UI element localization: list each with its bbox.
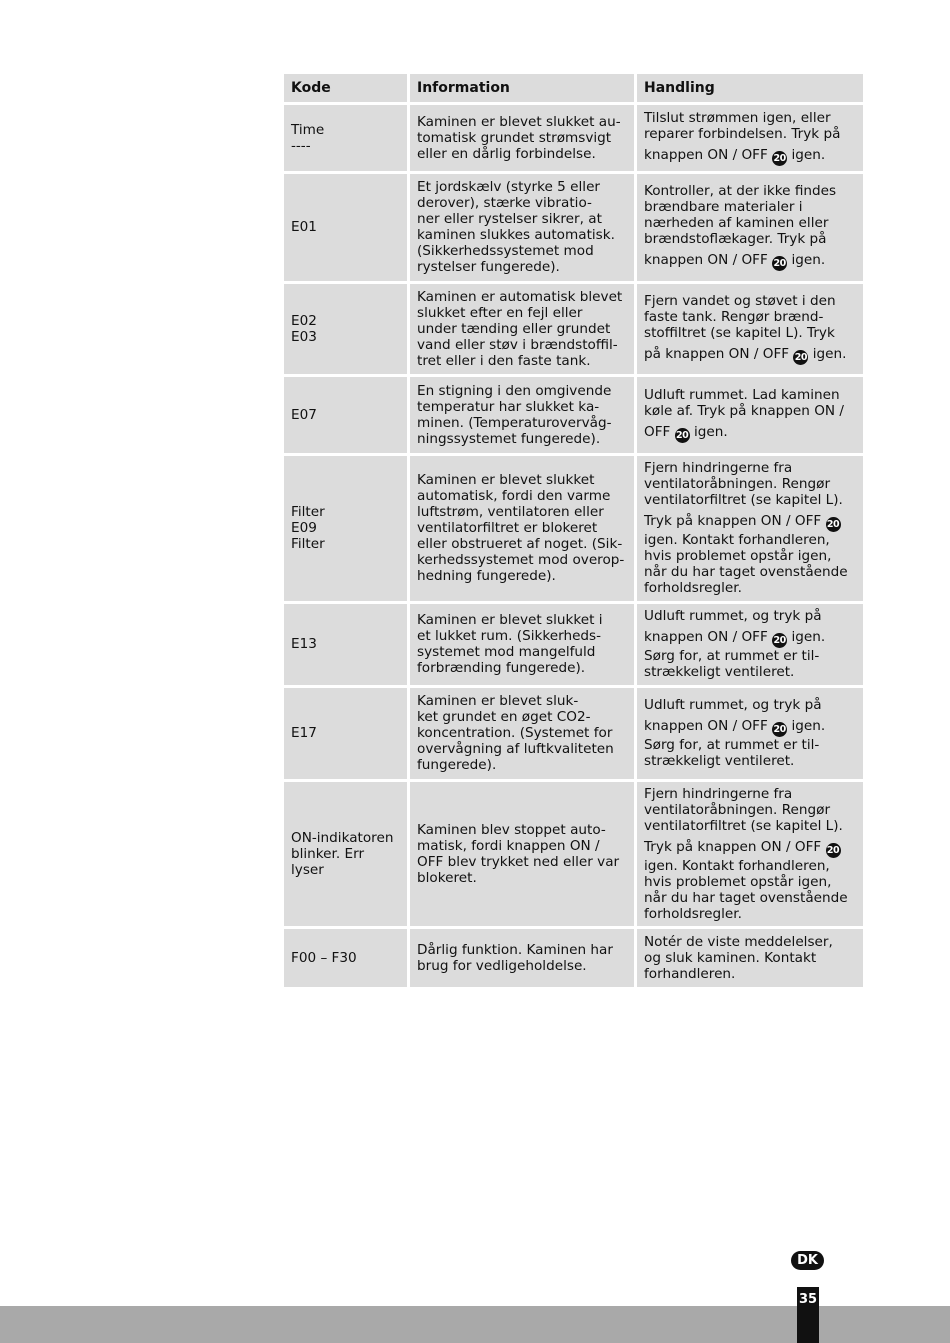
handling-post-text: igen. — [791, 629, 826, 645]
row-handling — [637, 782, 863, 926]
handling-after-text: Sørg for, at rummet er til- strækkeligt ventileret. — [644, 648, 820, 680]
row-kode: E01 — [284, 174, 407, 281]
row-kode: ON-indikatoren blinker. Err lyser — [284, 782, 407, 926]
handling-button-line — [644, 346, 856, 365]
handling-text: Notér de viste meddelelser, og sluk kaminen. Kontakt forhandleren. — [644, 933, 833, 982]
circled-number-icon: 20 — [773, 152, 786, 164]
row-kode: Time ---- — [284, 105, 407, 171]
row-handling — [637, 174, 863, 281]
handling-text: Udluft rummet, og tryk på — [644, 608, 822, 624]
handling-button-line — [644, 252, 856, 271]
handling-after-text: igen. Kontakt forhandleren, hvis problemet opstår igen, når du har taget ovenstående forholdsregler. — [644, 857, 848, 922]
row-kode: E17 — [284, 688, 407, 779]
handling-text: Udluft rummet. Lad kaminen køle af. Tryk på knappen ON / — [644, 386, 844, 419]
row-handling — [637, 604, 863, 685]
row-handling — [637, 284, 863, 374]
header-kode: Kode — [284, 74, 407, 102]
row-kode: F00 – F30 — [284, 929, 407, 987]
handling-text: Fjern hindringerne fra ventilatoråbningen. Rengør ventilatorfiltret (se kapitel L). — [644, 785, 843, 834]
button-ref-text: OFF — [644, 423, 671, 440]
row-information: Kaminen er blevet slukket automatisk, fordi den varme luftstrøm, ventilatoren eller ventilatorfiltret er blokeret eller obstrueret af noget. (Sik- kerhedssystemet mod overop- hedning fungerede). — [410, 456, 634, 601]
row-information: Dårlig funktion. Kaminen har brug for vedligeholdelse. — [410, 929, 634, 987]
button-ref-text: på knappen ON / OFF — [644, 345, 790, 362]
circled-number-icon: 20 — [826, 844, 840, 856]
circled-number-icon: 20 — [794, 351, 808, 363]
handling-button-line — [644, 718, 856, 737]
handling-button-line — [644, 424, 856, 443]
error-code-table — [284, 74, 863, 987]
circled-number-icon: 20 — [826, 519, 840, 530]
button-ref-text: knappen ON / OFF — [644, 718, 768, 734]
row-information: Et jordskælv (styrke 5 eller derover), stærke vibratio- ner eller rystelser sikrer, at kaminen slukkes automatisk. (Sikkerhedssystemet mod rystelser fungerede). — [410, 174, 634, 281]
row-kode: Filter E09 Filter — [284, 456, 407, 601]
handling-button-line — [644, 513, 856, 532]
row-information: Kaminen blev stoppet auto- matisk, fordi knappen ON / OFF blev trykket ned eller var blokeret. — [410, 782, 634, 926]
row-information: Kaminen er automatisk blevet slukket efter en fejl eller under tænding eller grundet vand eller støv i brændstoffil- tret eller i den faste tank. — [410, 284, 634, 374]
handling-text: Udluft rummet, og tryk på — [644, 697, 822, 713]
row-kode: E13 — [284, 604, 407, 685]
row-kode: E07 — [284, 377, 407, 453]
header-handling: Handling — [637, 74, 863, 102]
language-badge: DK — [791, 1251, 824, 1270]
circled-number-icon: 20 — [773, 258, 786, 269]
button-ref-text: Tryk på knappen ON / OFF — [644, 513, 822, 529]
button-ref-text: knappen ON / OFF — [644, 146, 768, 163]
handling-text: Tilslut strømmen igen, eller reparer forbindelsen. Tryk på — [644, 109, 841, 142]
row-information: En stigning i den omgivende temperatur har slukket ka- minen. (Temperaturovervåg- ningssystemet fungerede). — [410, 377, 634, 453]
button-ref-text: Tryk på knappen ON / OFF — [644, 838, 822, 855]
row-information: Kaminen er blevet slukket i et lukket rum. (Sikkerheds- systemet mod mangelfuld forbrænding fungerede). — [410, 604, 634, 685]
handling-button-line — [644, 629, 856, 648]
circled-number-icon: 20 — [773, 635, 786, 646]
handling-post-text: igen. — [694, 423, 728, 440]
handling-post-text: igen. — [812, 345, 847, 362]
handling-button-line — [644, 839, 856, 858]
handling-after-text: igen. Kontakt forhandleren, hvis problemet opstår igen, når du har taget ovenstående forholdsregler. — [644, 532, 848, 596]
row-handling — [637, 456, 863, 601]
row-kode: E02 E03 — [284, 284, 407, 374]
row-handling — [637, 377, 863, 453]
button-ref-text: knappen ON / OFF — [644, 252, 768, 268]
handling-post-text: igen. — [791, 146, 826, 163]
handling-text: Kontroller, at der ikke findes brændbare materialer i nærheden af kaminen eller brændstoflækager. Tryk på — [644, 183, 837, 247]
handling-post-text: igen. — [791, 252, 826, 268]
header-information: Information — [410, 74, 634, 102]
handling-text: Fjern vandet og støvet i den faste tank. Rengør brænd- stoffiltret (se kapitel L). Tryk — [644, 292, 836, 341]
row-handling — [637, 929, 863, 987]
row-handling — [637, 688, 863, 779]
row-information: Kaminen er blevet slukket au- tomatisk grundet strømsvigt eller en dårlig forbindelse. — [410, 105, 634, 171]
page-number: 35 — [797, 1287, 819, 1343]
handling-text: Fjern hindringerne fra ventilatoråbningen. Rengør ventilatorfiltret (se kapitel L). — [644, 460, 843, 508]
circled-number-icon: 20 — [676, 429, 689, 441]
handling-after-text: Sørg for, at rummet er til- strækkeligt ventileret. — [644, 737, 820, 769]
button-ref-text: knappen ON / OFF — [644, 629, 768, 645]
row-handling — [637, 105, 863, 171]
handling-button-line — [644, 147, 856, 166]
handling-post-text: igen. — [791, 718, 826, 734]
row-information: Kaminen er blevet sluk- ket grundet en øget CO2- koncentration. (Systemet for overvågning af luftkvaliteten fungerede). — [410, 688, 634, 779]
circled-number-icon: 20 — [773, 724, 786, 735]
